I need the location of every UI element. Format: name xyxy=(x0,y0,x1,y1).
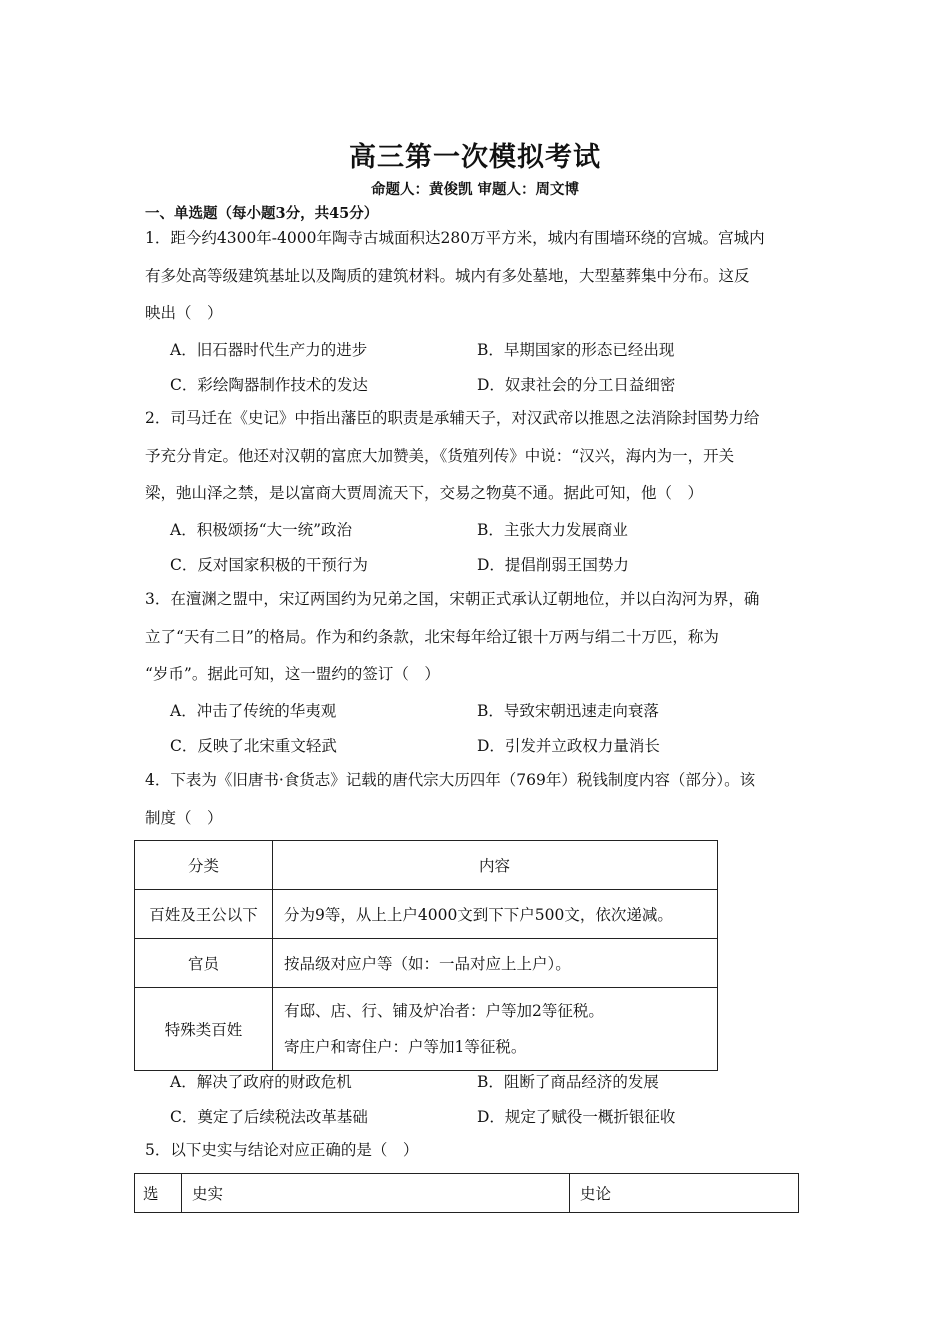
question-4-option-c[interactable]: C．奠定了后续税法改革基础 xyxy=(170,1108,368,1126)
table-header-row xyxy=(135,1174,799,1213)
table-header-cell: 史实 xyxy=(182,1174,570,1213)
section-heading: 一、单选题（每小题3分，共45分） xyxy=(145,205,379,222)
question-2-option-c[interactable]: C．反对国家积极的干预行为 xyxy=(170,556,368,574)
table-header-row xyxy=(135,841,718,890)
table-cell-category: 特殊类百姓 xyxy=(135,988,273,1071)
question-4-option-d[interactable]: D．规定了赋役一概折银征收 xyxy=(477,1108,676,1126)
question-2-option-d[interactable]: D．提倡削弱王国势力 xyxy=(477,556,629,574)
tax-system-table xyxy=(134,840,718,1071)
question-3-option-b[interactable]: B．导致宋朝迅速走向衰落 xyxy=(477,702,659,720)
question-3-line: 立了“天有二日”的格局。作为和约条款，北宋每年给辽银十万两与绢二十万匹，称为 xyxy=(145,627,719,646)
question-1-option-a[interactable]: A．旧石器时代生产力的进步 xyxy=(170,341,368,359)
question-5-stem xyxy=(145,1132,810,1170)
table-cell-content: 分为9等，从上上户4000文到下下户500文，依次递减。 xyxy=(273,890,718,939)
question-2-line: 2．司马迁在《史记》中指出藩臣的职责是承辅天子，对汉武帝以推恩之法消除封国势力给 xyxy=(145,409,760,427)
table-cell-category: 官员 xyxy=(135,939,273,988)
table-cell-category: 百姓及王公以下 xyxy=(135,890,273,939)
question-4-line: 制度（ ） xyxy=(145,808,223,827)
question-4-line: 4．下表为《旧唐书·食货志》记载的唐代宗大历四年（769年）税钱制度内容（部分）。该 xyxy=(145,771,756,789)
question-5-line: 5．以下史实与结论对应正确的是（ ） xyxy=(145,1141,419,1159)
question-2-option-b[interactable]: B．主张大力发展商业 xyxy=(477,521,628,539)
question-3-option-a[interactable]: A．冲击了传统的华夷观 xyxy=(170,702,337,720)
question-3-line: 3．在澶渊之盟中，宋辽两国约为兄弟之国，宋朝正式承认辽朝地位，并以白沟河为界，确 xyxy=(145,590,760,608)
table-header-cell: 分类 xyxy=(135,841,273,890)
question-2-stem xyxy=(145,400,810,513)
question-4-stem xyxy=(145,762,810,837)
question-3-option-c[interactable]: C．反映了北宋重文轻武 xyxy=(170,737,337,755)
question-1-option-c[interactable]: C．彩绘陶器制作技术的发达 xyxy=(170,376,368,394)
question-1-option-b[interactable]: B．早期国家的形态已经出现 xyxy=(477,341,675,359)
question-3-option-d[interactable]: D．引发并立政权力量消长 xyxy=(477,737,660,755)
question-4-option-b[interactable]: B．阻断了商品经济的发展 xyxy=(477,1073,659,1091)
table-cell-content: 按品级对应户等（如：一品对应上上户）。 xyxy=(273,939,718,988)
table-header-cell: 内容 xyxy=(273,841,718,890)
question-1-line: 有多处高等级建筑基址以及陶质的建筑材料。城内有多处墓地，大型墓葬集中分布。这反 xyxy=(145,266,750,285)
question-2-line: 予充分肯定。他还对汉朝的富庶大加赞美，《货殖列传》中说：“汉兴，海内为一，开关 xyxy=(145,446,735,465)
question-1-line: 映出（ ） xyxy=(145,304,223,322)
table-cell-line: 寄庄户和寄住户：户等加1等征税。 xyxy=(284,1038,527,1056)
question-1-option-d[interactable]: D．奴隶社会的分工日益细密 xyxy=(477,376,676,394)
question-2-option-a[interactable]: A．积极颂扬“大一统”政治 xyxy=(170,521,353,539)
exam-title: 高三第一次模拟考试 xyxy=(349,142,601,173)
question-3-stem xyxy=(145,581,810,694)
history-facts-table xyxy=(134,1173,799,1213)
table-row xyxy=(135,939,718,988)
table-row xyxy=(135,890,718,939)
table-cell-content xyxy=(273,988,718,1071)
question-2-line: 梁，弛山泽之禁，是以富商大贾周流天下，交易之物莫不通。据此可知，他（ ） xyxy=(145,484,704,502)
table-header-cell: 史论 xyxy=(570,1174,799,1213)
table-row xyxy=(135,988,718,1071)
question-3-line: “岁币”。据此可知，这一盟约的签订（ ） xyxy=(145,665,440,683)
table-cell-line: 有邸、店、行、铺及炉冶者：户等加2等征税。 xyxy=(284,1002,604,1020)
table-header-cell: 选 xyxy=(135,1174,182,1213)
question-1-line: 1．距今约4300年-4000年陶寺古城面积达280万平方米，城内有围墙环绕的宫城。宫城内 xyxy=(145,229,765,247)
exam-authors: 命题人：黄俊凯 审题人：周文博 xyxy=(370,181,580,198)
question-4-option-a[interactable]: A．解决了政府的财政危机 xyxy=(170,1073,352,1091)
question-1-stem xyxy=(145,220,810,333)
